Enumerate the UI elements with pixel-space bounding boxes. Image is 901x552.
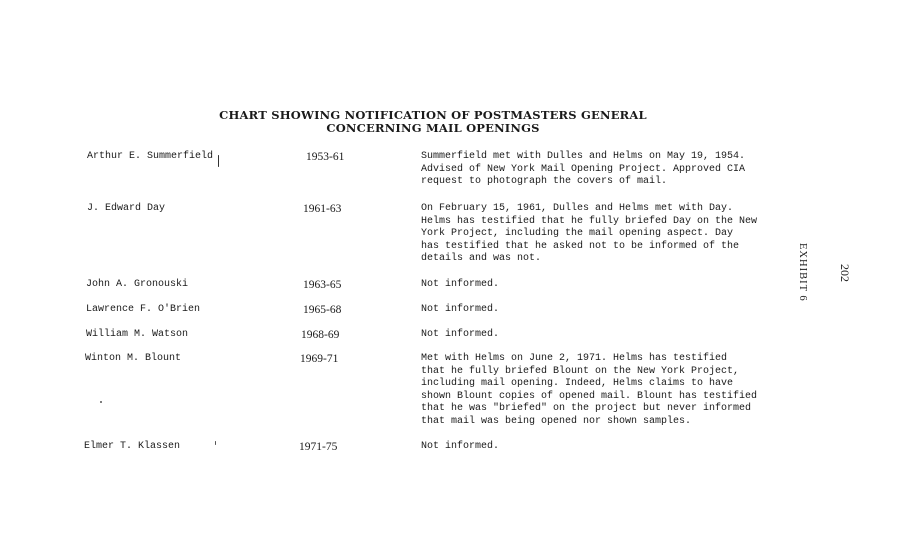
notification-notes (421, 329, 499, 342)
note-line: Not informed. (421, 441, 500, 452)
notification-notes (421, 441, 499, 454)
page-number: 202 (838, 264, 852, 282)
note-line: Not informed. (421, 304, 500, 315)
note-line: including mail opening. Indeed, Helms claims to have (421, 378, 734, 390)
notification-notes (421, 203, 757, 266)
postmaster-name: Winton M. Blount (85, 353, 182, 364)
notification-notes (421, 304, 499, 317)
note-line: Not informed. (421, 329, 500, 340)
note-line: Met with Helms on June 2, 1971. Helms has testified (421, 353, 728, 364)
notification-notes (421, 279, 499, 292)
note-line: that mail was being opened nor shown samples. (421, 415, 692, 427)
exhibit-label: EXHIBIT 6 (797, 243, 808, 302)
term-years: 1968-69 (301, 329, 340, 341)
note-line: On February 15, 1961, Dulles and Helms met with Day. (421, 203, 734, 214)
note-line: Advised of New York Mail Opening Project. Approved CIA (421, 163, 746, 175)
term-years: 1963-65 (303, 279, 342, 291)
note-line: shown Blount copies of opened mail. Blount has testified (421, 390, 758, 402)
title-line-1: CHART SHOWING NOTIFICATION OF POSTMASTERS GENERAL (219, 108, 647, 122)
postmaster-name: Arthur E. Summerfield (87, 151, 214, 162)
postmaster-name: Elmer T. Klassen (84, 441, 181, 452)
postmaster-name: J. Edward Day (87, 203, 166, 214)
term-years: 1961-63 (303, 203, 342, 215)
postmaster-name: William M. Watson (86, 329, 189, 340)
note-line: details and was not. (421, 253, 542, 265)
note-line: Not informed. (421, 279, 500, 290)
scan-speck (218, 155, 219, 167)
note-line: Helms has testified that he fully briefed Day on the New (421, 215, 758, 227)
document-title (200, 109, 666, 135)
scan-speck (215, 441, 216, 445)
term-years: 1953-61 (306, 151, 345, 163)
note-line: Summerfield met with Dulles and Helms on May 19, 1954. (421, 151, 746, 162)
note-line: has testified that he asked not to be informed of the (421, 240, 740, 252)
term-years: 1965-68 (303, 304, 342, 316)
postmaster-name: Lawrence F. O'Brien (86, 304, 201, 315)
note-line: that he fully briefed Blount on the New York Project, (421, 365, 740, 377)
notification-notes (421, 353, 757, 429)
scan-speck (100, 401, 102, 403)
note-line: that he was "briefed" on the project but never informed (421, 403, 752, 415)
term-years: 1969-71 (300, 353, 339, 365)
term-years: 1971-75 (299, 441, 338, 453)
postmaster-name: John A. Gronouski (86, 279, 189, 290)
notification-notes (421, 151, 745, 189)
note-line: York Project, including the mail opening aspect. Day (421, 228, 734, 240)
note-line: request to photograph the covers of mail. (421, 176, 668, 188)
title-line-2: CONCERNING MAIL OPENINGS (326, 121, 540, 135)
